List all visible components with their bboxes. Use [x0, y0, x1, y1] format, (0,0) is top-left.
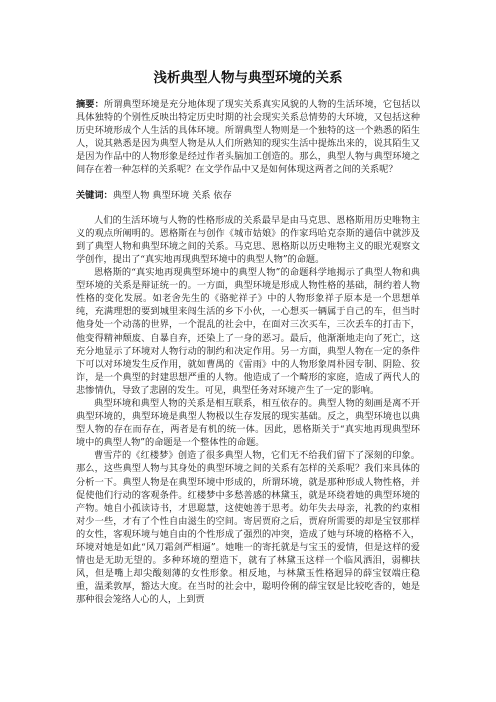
body-paragraph: 典型环境和典型人物的关系是相互联系，相互依存的。典型人物的刻画是离不开典型环境的，典型环境是典型人物极以生存发展的现实基础。反之，典型环境也以典型人物的存在而存在，两者是有机的统一体。因此，恩格斯关于“真实地再现典型环境中的典型人物”的命题是一个整体性的命题。	[76, 397, 420, 449]
keywords	[76, 189, 420, 202]
keywords-text: 典型人物 典型环境 关系 依存	[112, 189, 232, 201]
body-paragraph: 曹雪芹的《红楼梦》创造了很多典型人物，它们无不给我们留下了深刻的印象。那么，这些典型人物与其身处的典型环境之间的关系有怎样的关系呢？我们来具体的分析一下。典型人物是在典型环境中形成的，所谓环境，就是那种形成人物性格，并促使他们行动的客观条件。红楼梦中多愁善感的林黛玉，就是环绕着她的典型环境的产物。她自小孤读诗书，才思聪慧，这使她善于思考。幼年失去母亲，礼教的约束相对少一些，才有了个性自由滋生的空间。寄居贾府之后，贾府所需要的却是宝钗那样的女性，客观环境与她自由的个性形成了强烈的冲突，造成了她与环境的格格不入，环境对她是如此“风刀霜剑严相逼”。她唯一的寄托就是与宝玉的爱情，但是这样的爱情也是无助无望的。多种环境的塑造下，就有了林黛玉这样一个临风洒泪，弱柳扶风，但是嘴上却尖酸刻薄的女性形象。相反地，与林黛玉性格迥异的薛宝钗端庄稳重，温柔敦厚，豁达大度。在当时的社会中，聪明伶俐的薛宝钗是比较吃香的，她是那种很会笼络人心的人，上到贾	[76, 450, 420, 606]
paper-body	[76, 98, 420, 606]
body-paragraph: 恩格斯的“真实地再现典型环境中的典型人物”的命题科学地揭示了典型人物和典型环境的关系是辩证统一的。一方面，典型环境是形成人物性格的基础，制约着人物性格的变化发展。如老舍先生的《骆驼祥子》中的人物形象祥子原本是一个思想单纯，充满理想的要到城里来闯生活的乡下小伙，一心想买一辆属于自己的车，但当时他身处一个动荡的世界，一个混乱的社会中，在面对三次买车，三次丢车的打击下，他变得精神颓废、自暴自弃，还染上了一身的恶习。最后，他渐渐地走向了死亡，这充分地显示了环境对人物行动的制约和决定作用。另一方面，典型人物在一定的条件下可以对环境发生反作用，就如曹禺的《雷雨》中的人物形象周朴园专制、阴险、狡诈，是一个典型的封建思想严重的人物。他造成了一个畸形的家庭，造成了两代人的悲惨情仇，导致了悲剧的发生。可见，典型任务对环境产生了一定的影响。	[76, 267, 420, 396]
keywords-label: 关键词：	[76, 189, 113, 201]
abstract-text: 所谓典型环境是充分地体现了现实关系真实风貌的人物的生活环境，它包括以具体独特的个别性反映出特定历史时期的社会现实关系总情势的大环境，又包括这种历史环境形成个人生活的具体环境。所谓典型人物则是一个独特的这一个熟悉的陌生人，说其熟悉是因为典型人物是从人们所熟知的现实生活中提炼出来的，说其陌生又是因为作品中的人物形象是经过作者头脑加工创造的。那么，典型人物与典型环境之间存在着一种怎样的关系呢？在文学作品中又是如何体现这两者之间的关系呢？	[76, 99, 421, 176]
abstract	[76, 98, 420, 177]
paper-title: 浅析典型人物与典型环境的关系	[153, 70, 343, 86]
body-paragraph: 人们的生活环境与人物的性格形成的关系最早是由马克思、恩格斯用历史唯物主义的观点所阐明的。恩格斯在与创作《城市姑娘》的作家玛哈克奈斯的通信中就涉及到了典型人物和典型环境之间的关系。马克思、恩格斯以历史唯物主义的眼光观察文学创作，提出了“真实地再现典型环境中的典型人物”的命题。	[76, 214, 420, 265]
abstract-label: 摘要：	[76, 99, 104, 110]
